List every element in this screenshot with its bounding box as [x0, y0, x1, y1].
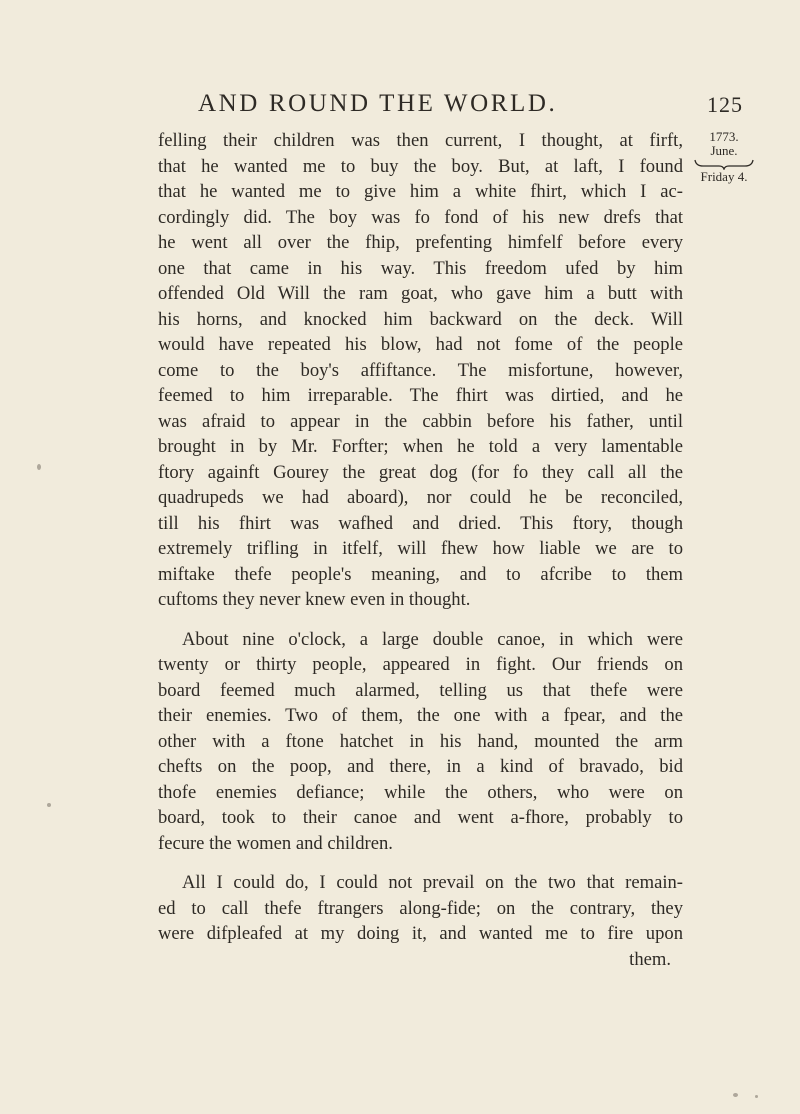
paragraph-2: [158, 627, 683, 857]
body-text: [158, 128, 683, 972]
paper-speck: [733, 1093, 738, 1097]
paragraph-1: [158, 128, 683, 613]
text-line: quadrupeds we had aboard), nor could he be reconciled,: [158, 487, 683, 508]
running-head: AND ROUND THE WORLD.: [198, 90, 558, 117]
text-line: board, took to their canoe and went a-fhore, probably to: [158, 807, 683, 828]
margin-note-day: Friday 4.: [700, 169, 748, 184]
catchword: them.: [629, 948, 671, 970]
paper-speck: [47, 803, 51, 807]
text-line: offended Old Will the ram goat, who gave him a butt with: [158, 283, 683, 304]
page-number: 125: [707, 92, 743, 117]
paper-speck: [37, 464, 41, 470]
text-line: his horns, and knocked him backward on the deck. Will: [158, 308, 683, 330]
text-line: ftory againft Gourey the great dog (for fo they call all the: [158, 461, 683, 483]
text-line: extremely trifling in itfelf, will fhew how liable we are to: [158, 538, 683, 559]
text-line: ed to call thefe ftrangers along-fide; on the contrary, they: [158, 897, 683, 919]
text-line: felling their children was then current, I thought, at firft,: [158, 130, 683, 151]
text-line: would have repeated his blow, had not fome of the people: [158, 334, 683, 355]
text-line: board feemed much alarmed, telling us that thefe were: [158, 679, 683, 701]
text-line: brought in by Mr. Forfter; when he told a very lamentable: [158, 436, 683, 457]
text-line: till his fhirt was wafhed and dried. This ftory, though: [158, 512, 683, 534]
text-line: come to the boy's affiftance. The misfortune, however,: [158, 359, 683, 381]
text-line: chefts on the poop, and there, in a kind of bravado, bid: [158, 756, 683, 777]
text-line: All I could do, I could not prevail on the two that remain-: [182, 872, 683, 893]
text-line: About nine o'clock, a large double canoe, in which were: [182, 628, 683, 650]
text-line: their enemies. Two of them, the one with a fpear, and the: [158, 705, 683, 726]
text-line: thofe enemies defiance; while the others, who were on: [158, 781, 683, 803]
paper-speck: [755, 1095, 758, 1098]
text-line: that he wanted me to buy the boy. But, at laft, I found: [158, 155, 683, 177]
text-line: that he wanted me to give him a white fhirt, which I ac-: [158, 181, 683, 202]
page-header: [0, 0, 800, 120]
paragraph-3: [158, 870, 683, 972]
text-line: feemed to him irreparable. The fhirt was dirtied, and he: [158, 385, 683, 406]
text-line: cordingly did. The boy was fo fond of his new drefs that: [158, 206, 683, 228]
text-line: other with a ftone hatchet in his hand, mounted the arm: [158, 730, 683, 752]
text-line: was afraid to appear in the cabbin before his father, until: [158, 410, 683, 432]
text-line: were difpleafed at my doing it, and wanted me to fire upon: [158, 923, 683, 944]
margin-note-month: June.: [710, 143, 738, 158]
margin-note-year: 1773.: [709, 129, 739, 144]
text-line: cuftoms they never knew even in thought.: [158, 589, 471, 610]
text-line: twenty or thirty people, appeared in fight. Our friends on: [158, 654, 683, 675]
text-line: miftake thefe people's meaning, and to afcribe to them: [158, 563, 683, 585]
margin-note: [693, 130, 755, 184]
text-line: fecure the women and children.: [158, 832, 393, 854]
text-line: he went all over the fhip, prefenting himfelf before every: [158, 232, 683, 253]
text-line: one that came in his way. This freedom ufed by him: [158, 257, 683, 279]
